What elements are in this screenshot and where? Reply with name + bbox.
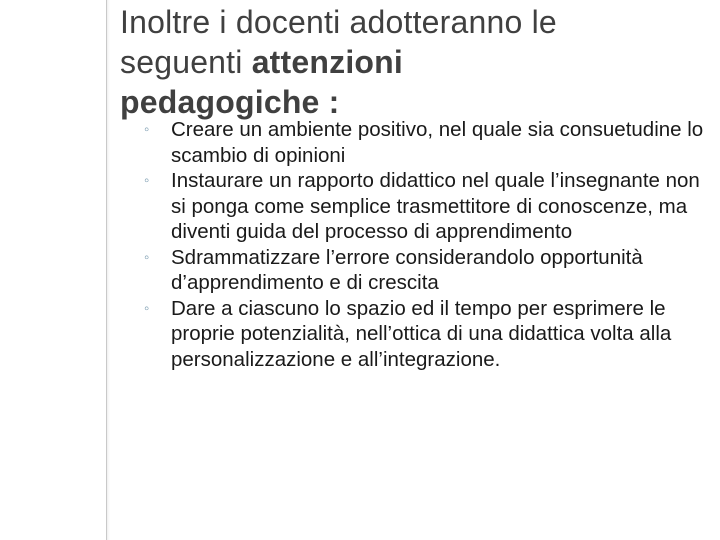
bullet-text: Dare a ciascuno lo spazio ed il tempo per esprimere le proprie potenzialità, nell’ottica di una didattica volta alla personalizzazione e all’integrazione. (171, 296, 672, 371)
bullet-marker-icon: ◦ (144, 121, 150, 138)
bullet-item (144, 117, 704, 168)
title-line-2-plain: seguenti (120, 44, 252, 80)
title-emphasis-attenzioni: attenzioni (251, 44, 404, 80)
title-line-3: pedagogiche : (120, 84, 340, 120)
bullet-marker-icon: ◦ (144, 248, 150, 266)
bullet-item (144, 168, 704, 245)
bullet-list (144, 117, 704, 372)
bullet-marker-icon: ◦ (144, 172, 150, 189)
slide-title (120, 2, 710, 122)
bullet-text: Instaurare un rapporto didattico nel quale l’insegnante non si ponga come semplice trasmettitore di conoscenze, ma diventi guida del processo di apprendimento (171, 169, 700, 243)
bullet-marker-icon: ◦ (144, 299, 150, 317)
left-rule-shadow (107, 0, 110, 540)
title-line-1: Inoltre i docenti adotteranno le (120, 4, 557, 40)
bullet-item (144, 296, 704, 373)
title-line-2 (120, 42, 710, 82)
bullet-item (144, 245, 704, 296)
bullet-text: Sdrammatizzare l’errore considerandolo opportunità d’apprendimento e di crescita (171, 245, 643, 294)
bullet-text: Creare un ambiente positivo, nel quale sia consuetudine lo scambio di opinioni (171, 118, 704, 167)
